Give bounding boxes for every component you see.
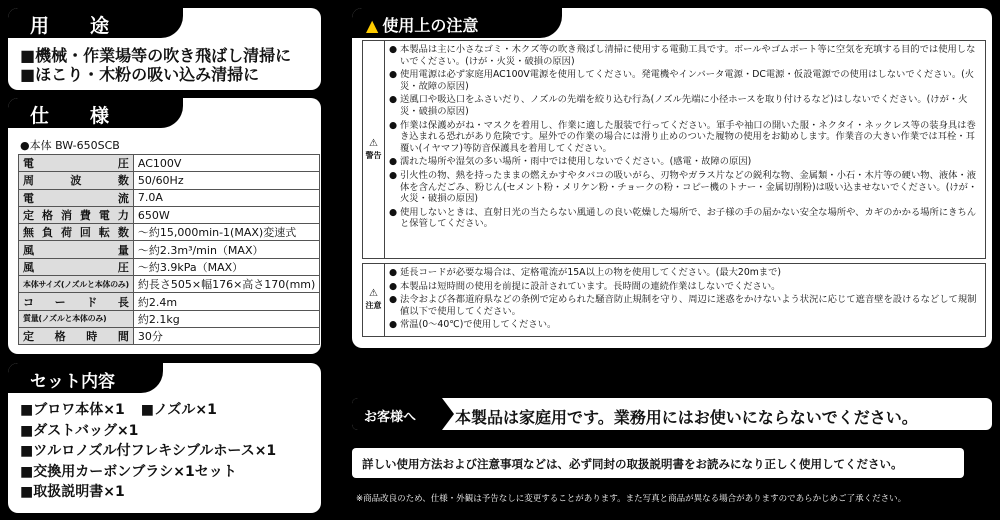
spec-label: 定 格 時 間 <box>23 330 129 344</box>
bullet-icon: ● <box>389 119 398 131</box>
spec-heading: 仕 様 <box>8 98 183 128</box>
warning-item: ● 本製品は主に小さなゴミ・木クズ等の吹き飛ばし清掃に使用する電動工具です。ボールやゴムボート等に空気を充填する目的では使用しないでください。(けが・火災・破損の原因) <box>389 44 976 67</box>
spec-value: 約2.1kg <box>133 310 319 327</box>
spec-label: 周 波 数 <box>23 174 129 188</box>
spec-row <box>19 155 320 172</box>
set-item: ■ツルロノズル付フレキシブルホース×1 <box>20 443 277 459</box>
spec-row <box>19 206 320 223</box>
spec-label: 本体サイズ(ノズルと本体のみ) <box>19 276 134 293</box>
set-item: ■ダストバッグ×1 <box>20 422 139 439</box>
customer-notice-text: 本製品は家庭用です。業務用にはお使いにならないでください。 <box>455 408 918 427</box>
note-side-label: ⚠ 注意 <box>363 264 385 336</box>
bullet-icon: ● <box>389 94 398 106</box>
spec-row <box>19 189 320 206</box>
spec-value: 50/60Hz <box>133 172 319 189</box>
usage-list <box>20 46 291 84</box>
spec-value: 650W <box>133 206 319 223</box>
note-item: ● 本製品は短時間の使用を前提に設計されています。長時間の連続作業はしないでください。 <box>389 280 781 292</box>
spec-table <box>18 154 320 345</box>
bullet-icon: ● <box>389 319 398 331</box>
warning-box <box>362 40 986 259</box>
warning-items <box>389 44 981 232</box>
set-contents-list <box>20 400 276 503</box>
bullet-icon: ● <box>389 206 398 218</box>
bullet-icon: ● <box>389 156 398 168</box>
usage-item: ■機械・作業場等の吹き飛ばし清掃に <box>20 46 292 65</box>
usage-heading: 用 途 <box>8 8 183 38</box>
note-items <box>389 267 981 333</box>
warning-item: ● 使用しないときは、直射日光の当たらない風通しの良い乾燥した場所で、お子様の手の届かない安全な場所や、カギのかかる場所にきちんと保管してください。 <box>389 206 977 230</box>
spec-label: 風 圧 <box>23 260 129 274</box>
set-contents-heading: セット内容 <box>8 363 163 393</box>
spec-label: 質量(ノズルと本体のみ) <box>19 310 134 327</box>
spec-row <box>19 327 320 344</box>
caution-heading: ▲ 使用上の注意 <box>352 8 562 38</box>
bullet-icon: ● <box>389 69 398 81</box>
spec-row <box>19 241 320 258</box>
warning-item: ● 引火性の物、熱を持ったままの燃えかすやタバコの吸いがら、刃物やガラス片などの鋭利な物、金属類・小石・木片等の硬い物、液体・液体を含んだごみ、粉じん(セメント粉・メリケン粉・チョークの粉・コピー機のトナー・金属切削粉)は吸い込ませないでください。(けが・火災・破損の原因) <box>389 169 978 205</box>
spec-value: 約2.4m <box>133 293 319 310</box>
spec-label: 定 格 消 費 電 力 <box>23 209 129 223</box>
spec-value: 約長さ505×幅176×高さ170(mm) <box>133 276 319 293</box>
warning-triangle-icon: ⚠ <box>369 288 378 299</box>
set-item: ■ブロワ本体×1 <box>20 402 125 418</box>
spec-value: 7.0A <box>133 189 319 206</box>
note-box <box>362 263 986 337</box>
note-item: ● 常温(0～40℃)で使用してください。 <box>389 319 557 331</box>
warning-item: ● 作業は保護めがね・マスクを着用し、作業に適した服装で行ってください。軍手や袖口の開いた服・ネクタイ・ネックレス等の装身具は巻き込まれる恐れがあり危険です。屋外での作業の場合には滑り止めのついた履物の使用をお勧めします。作業音の大きい作業では耳栓・耳覆い(イヤマフ)等防音保護具を着用してください。 <box>389 119 976 154</box>
bullet-icon: ● <box>389 280 398 292</box>
set-item: ■交換用カーボンブラシ×1セット <box>20 463 237 480</box>
note-item: ● 法令および各都道府県などの条例で定められた騒音防止規制を守り、周辺に迷惑をかけないよう状況に応じて遮音壁を設けるなどして規制値以下で使用してください。 <box>389 294 977 317</box>
warning-side-label: ⚠ 警告 <box>363 41 385 258</box>
usage-item: ■ほこり・木粉の吸い込み清掃に <box>20 65 260 84</box>
bullet-icon: ● <box>389 294 398 306</box>
bullet-icon: ● <box>389 169 398 181</box>
spec-value: ～約15,000min-1(MAX)変速式 <box>133 224 319 241</box>
spec-row <box>19 172 320 189</box>
warning-triangle-icon: ⚠ <box>369 137 378 149</box>
set-item: ■取扱説明書×1 <box>20 484 125 500</box>
spec-label: コ ー ド 長 <box>23 295 129 309</box>
warning-item: ● 送風口や吸込口をふさいだり、ノズルの先端を絞り込む行為(ノズル先端に小径ホースを取り付けるなど)はしないでください。(けが・火災・破損の原因) <box>389 94 968 117</box>
bullet-icon: ● <box>389 44 398 55</box>
warning-item: ● 濡れた場所や湿気の多い場所・雨中では使用しないでください。(感電・故障の原因) <box>389 156 752 168</box>
spec-label: 電 流 <box>23 191 129 205</box>
warning-triangle-icon: ▲ <box>366 16 379 35</box>
warning-item: ● 使用電源は必ず家庭用AC100V電源を使用してください。発電機やインバータ電源・DC電源・仮設電源での使用はしないでください。(火災・故障の原因) <box>389 69 975 92</box>
manual-notice-text: 詳しい使用方法および注意事項などは、必ず同封の取扱説明書をお読みになり正しく使用してください。 <box>362 457 903 471</box>
spec-row <box>19 293 320 310</box>
spec-row <box>19 310 320 327</box>
note-item: ● 延長コードが必要な場合は、定格電流が15A以上の物を使用してください。(最大20mまで) <box>389 267 782 278</box>
spec-row <box>19 258 320 275</box>
customer-tag: お客様へ <box>352 398 442 430</box>
spec-label: 風 量 <box>23 243 129 257</box>
spec-label: 無 負 荷 回 転 数 <box>23 226 129 240</box>
footnote: ※商品改良のため、仕様・外観は予告なしに変更することがあります。また写真と商品が異なる場合がありますのであらかじめご了承ください。 <box>356 494 907 504</box>
spec-value: 30分 <box>133 327 319 344</box>
spec-label: 電 圧 <box>23 157 129 171</box>
bullet-icon: ● <box>389 267 398 278</box>
set-item-row <box>20 400 276 421</box>
spec-row <box>19 224 320 241</box>
spec-value: ～約3.9kPa（MAX） <box>133 258 319 275</box>
spec-value: AC100V <box>133 155 319 172</box>
model-label: ●本体 BW-650SCB <box>20 139 120 152</box>
spec-value: ～約2.3m³/min（MAX） <box>133 241 319 258</box>
set-item: ■ノズル×1 <box>140 402 217 418</box>
spec-row <box>19 276 320 293</box>
